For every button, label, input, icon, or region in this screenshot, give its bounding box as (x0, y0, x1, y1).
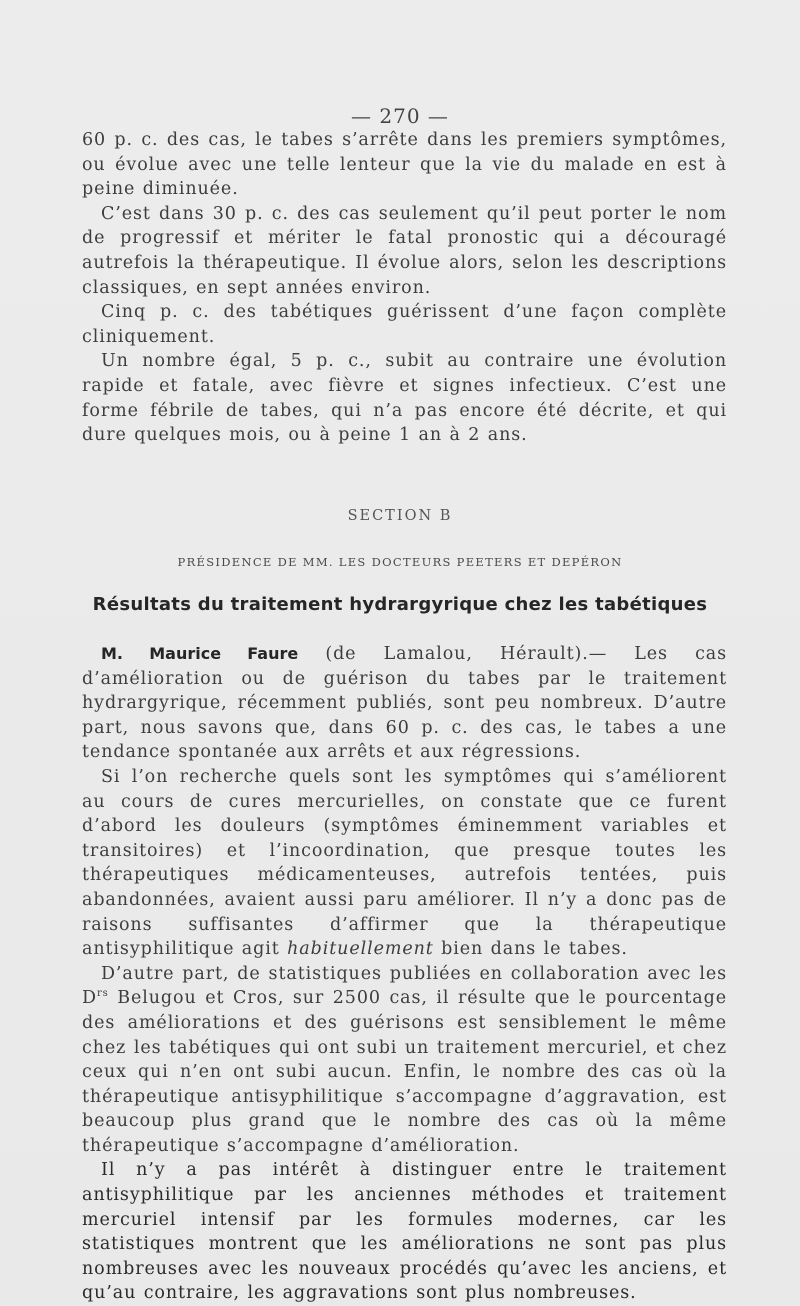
paragraph-text: Si l’on recherche quels sont les symptômes qui s’améliorent au cours de cures mercurielles, on constate que ce furent d’abord les douleurs (symptômes éminemment variables et transitoires) et l’incoordination, que presque toutes les thérapeutiques médicamenteuses, autrefois tentées, puis abandonnées, avaient aussi paru améliorer. Il n’y a donc pas de raisons suffisantes d’affirmer que la thérapeutique antisyphilitique agit (82, 766, 727, 960)
presidency-line: PRÉSIDENCE DE MM. LES DOCTEURS PEETERS ET DEPÉRON (177, 555, 623, 569)
paragraph: 60 p. c. des cas, le tabes s’arrête dans les premiers symptômes, ou évolue avec une telle lenteur que la vie du malade en est à peine diminuée. (82, 130, 727, 200)
section-title: SECTION B (347, 508, 453, 524)
paragraph (82, 765, 727, 962)
page-number: — 270 — (351, 104, 449, 128)
paragraph: Un nombre égal, 5 p. c., subit au contraire une évolution rapide et fatale, avec fièvre et signes infectieux. C’est une forme fébrile de tabes, qui n’a pas encore été décrite, et qui dure quelques mois, ou à peine 1 an à 2 ans. (82, 351, 727, 446)
paragraph-text: D’autre part, de statistiques publiées en collaboration avec les D (82, 963, 727, 1009)
paragraph-text: bien dans le tabes. (433, 939, 628, 960)
paragraph: C’est dans 30 p. c. des cas seulement qu’il peut porter le nom de progressif et mériter le fatal pronostic qui a découragé autrefois la thérapeutique. Il évolue alors, selon les descriptions classiques, en sept années environ. (82, 203, 727, 298)
author-name: M. Maurice Faure (101, 644, 299, 663)
superscript: rs (96, 988, 109, 1000)
italic-word: habituellement (287, 939, 434, 960)
paragraph-text: (de Lamalou, Hérault).— Les cas d’amélioration ou de guérison du tabes par le traitement hydrargyrique, récemment publiés, sont peu nombreux. D’autre part, nous savons que, dans 60 p. c. des cas, le tabes a une tendance spontanée aux arrêts et aux régressions. (82, 644, 727, 763)
paragraph: Cinq p. c. des tabétiques guérissent d’une façon complète cliniquement. (82, 302, 727, 347)
paragraph-text: Belugou et Cros, sur 2500 cas, il résulte que le pourcentage des améliorations et des guérisons est sensiblement le même chez les tabétiques qui ont subi un traitement mercuriel, et chez ceux qui n’en ont subi aucun. Enfin, le nombre des cas où la thérapeutique antisyphilitique s’accompagne d’aggravation, est beaucoup plus grand que le nombre des cas où la même thérapeutique s’accompagne d’amélioration. (82, 988, 727, 1156)
paragraph: Il n’y a pas intérêt à distinguer entre le traitement antisyphilitique par les anciennes méthodes et traitement mercuriel intensif par les formules modernes, car les statistiques montrent que les améliorations ne sont pas plus nombreuses avec les nouveaux procédés qu’avec les anciens, et qu’au contraire, les aggravations sont plus nombreuses. (82, 1160, 727, 1304)
paragraph (82, 642, 727, 765)
text-block-article (82, 642, 727, 1306)
article-heading: Résultats du traitement hydrargyrique chez les tabétiques (92, 594, 708, 615)
paragraph (82, 962, 727, 1159)
text-block-top (82, 128, 727, 448)
